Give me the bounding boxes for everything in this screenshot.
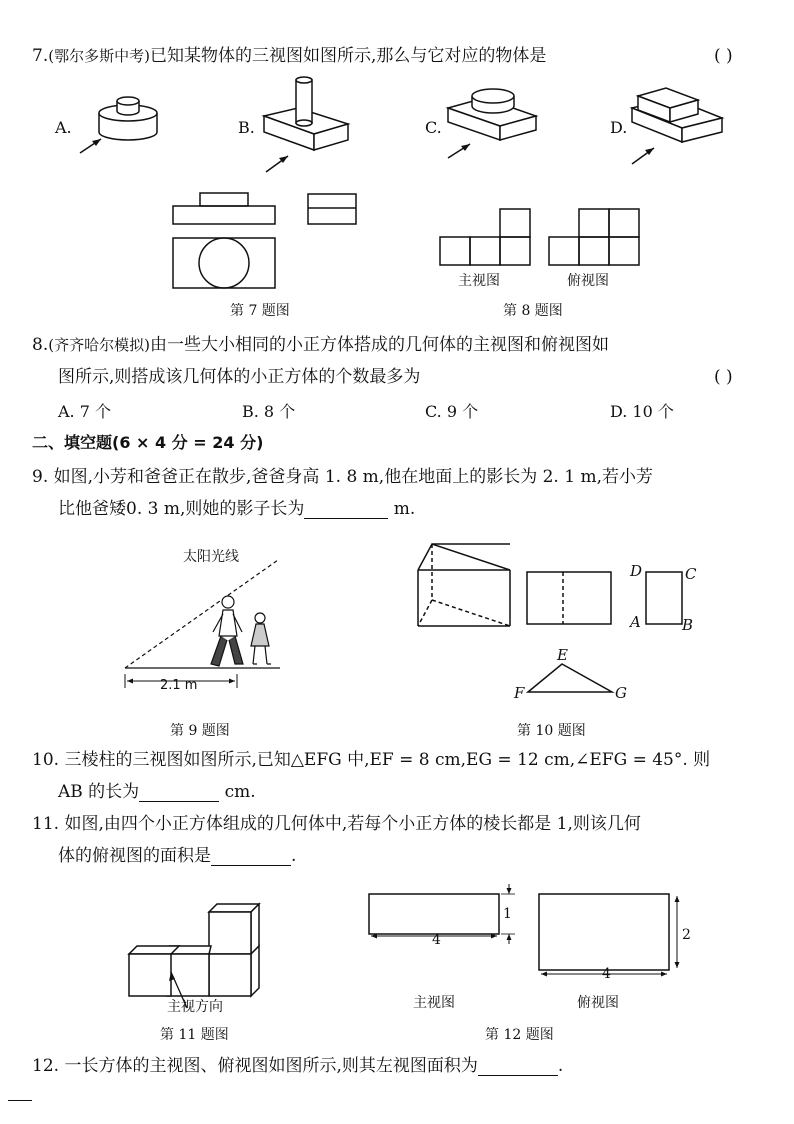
q8-option-d: D. 10 个 xyxy=(610,402,674,421)
q11-stem-line2: 体的俯视图的面积是 . xyxy=(58,846,297,866)
q8-option-c: C. 9 个 xyxy=(425,402,479,421)
q7-side-view xyxy=(308,194,356,224)
q10-label-c: C xyxy=(685,565,697,583)
q8-stem-line1: 8.(齐齐哈尔模拟)由一些大小相同的小正方体搭成的几何体的主视图和俯视图如 xyxy=(32,335,609,355)
q10-triangle-efg xyxy=(526,660,626,700)
q7-option-d: D. xyxy=(610,118,628,137)
q10-stem-line1: 10. 三棱柱的三视图如图所示,已知△EFG 中,EF = 8 cm,EG = 12 cm,∠EFG = 45°. 则 xyxy=(32,750,711,770)
q10-label-a: A xyxy=(630,613,641,631)
q10-label-b: B xyxy=(682,616,694,634)
q7-three-views xyxy=(170,190,370,290)
q12-caption: 第 12 题图 xyxy=(485,1027,554,1043)
section-heading: 二、填空题(6 × 4 分 = 24 分) xyxy=(32,433,264,452)
father-figure xyxy=(211,596,243,666)
q12-label-top: 俯视图 xyxy=(577,995,619,1011)
q10-label-d: D xyxy=(630,562,643,580)
q9-sun-label: 太阳光线 xyxy=(183,549,239,565)
q8-label-top: 俯视图 xyxy=(567,273,609,289)
q12-top-view xyxy=(535,890,695,980)
q8-top-view xyxy=(547,207,647,267)
daughter-figure xyxy=(251,613,271,664)
q7-option-b: B. xyxy=(238,118,255,137)
q10-answer-blank[interactable] xyxy=(139,784,219,802)
q8-front-view xyxy=(438,207,538,267)
q10-label-f: F xyxy=(514,684,525,702)
q12-dim-2: 2 xyxy=(682,927,691,943)
q9-answer-blank[interactable] xyxy=(304,501,388,519)
q7-solid-a xyxy=(75,85,195,165)
q10-label-e: E xyxy=(557,646,568,664)
q8-label-front: 主视图 xyxy=(458,273,500,289)
page-footer-mark xyxy=(8,1100,32,1101)
q11-direction-label: 主视方向 xyxy=(167,999,223,1015)
q7-answer-paren: ( ) xyxy=(714,46,733,66)
q8-answer-paren: ( ) xyxy=(714,367,733,387)
q7-solid-c xyxy=(444,78,564,168)
q9-stem-line1: 9. 如图,小芳和爸爸正在散步,爸爸身高 1. 8 m,他在地面上的影长为 2. 1 m,若小芳 xyxy=(32,467,653,487)
q12-label-front: 主视图 xyxy=(413,995,455,1011)
q10-caption: 第 10 题图 xyxy=(517,723,586,739)
q11-stem-line1: 11. 如图,由四个小正方体组成的几何体中,若每个小正方体的棱长都是 1,则该几何 xyxy=(32,814,641,834)
q7-option-a: A. xyxy=(55,118,72,137)
q10-stem-line2: AB 的长为 cm. xyxy=(58,782,256,802)
q12-dim-4a: 4 xyxy=(432,932,441,948)
q9-shadow-label: 2.1 m xyxy=(160,678,198,693)
q12-dim-4b: 4 xyxy=(602,966,611,982)
q8-caption: 第 8 题图 xyxy=(503,303,563,319)
q7-caption: 第 7 题图 xyxy=(230,303,290,319)
q12-stem: 12. 一长方体的主视图、俯视图如图所示,则其左视图面积为 . xyxy=(32,1056,564,1076)
q7-top-view xyxy=(173,238,275,288)
q8-stem-line2: 图所示,则搭成该几何体的小正方体的个数最多为 xyxy=(58,367,421,387)
q7-solid-d xyxy=(628,78,748,178)
q8-option-a: A. 7 个 xyxy=(58,402,111,421)
q10-prism xyxy=(414,540,524,640)
q12-front-view xyxy=(365,880,525,950)
q7-solid-b xyxy=(258,72,378,182)
q11-caption: 第 11 题图 xyxy=(160,1027,229,1043)
q7-front-view xyxy=(173,206,275,224)
q12-answer-blank[interactable] xyxy=(478,1058,558,1076)
q9-stem-line2: 比他爸矮0. 3 m,则她的影子长为 m. xyxy=(58,499,416,519)
q11-answer-blank[interactable] xyxy=(211,848,291,866)
q9-caption: 第 9 题图 xyxy=(170,723,230,739)
q12-dim-1: 1 xyxy=(503,906,512,922)
q8-option-b: B. 8 个 xyxy=(242,402,296,421)
q10-front-view xyxy=(525,570,615,630)
q10-label-g: G xyxy=(615,684,627,702)
q7-stem: 7.(鄂尔多斯中考)已知某物体的三视图如图所示,那么与它对应的物体是 xyxy=(32,46,547,66)
q7-option-c: C. xyxy=(425,118,442,137)
sun-ray-line xyxy=(125,560,278,668)
